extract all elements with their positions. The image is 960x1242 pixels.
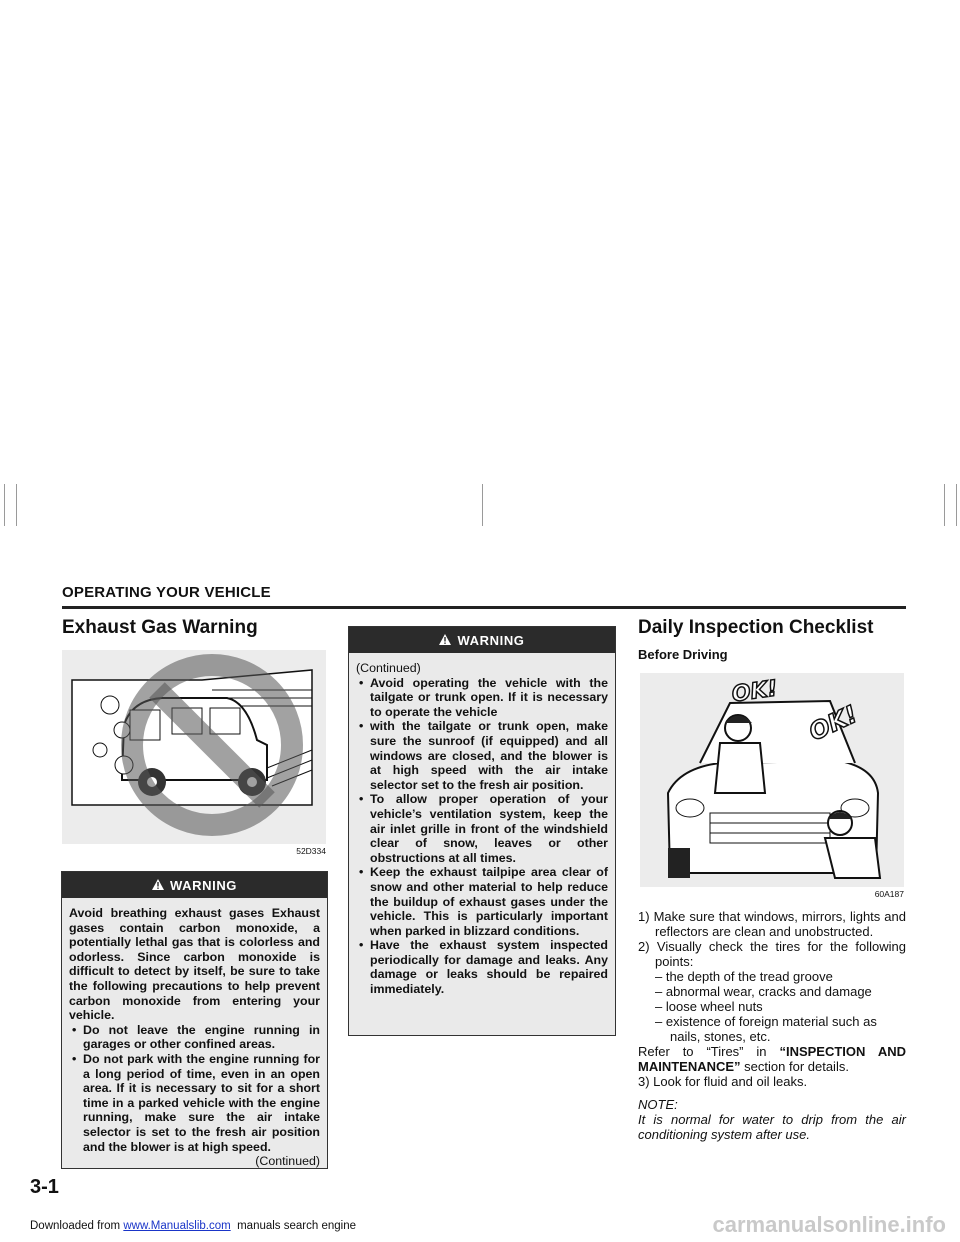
warning-bullet: • Keep the exhaust tailpipe area clear of snow and other material to help reduce the buildup of exhaust gases under the vehicle. This is particularly important when parked in blizzard conditions.	[356, 865, 608, 938]
inspection-list	[638, 909, 906, 1142]
daily-inspection-heading: Daily Inspection Checklist	[638, 617, 874, 638]
warning-triangle-icon	[152, 878, 164, 893]
warning-bullet: • Avoid operating the vehicle with the tailgate or trunk open. If it is necessary to operate the vehicle	[356, 676, 608, 720]
warning-header	[349, 627, 615, 653]
warning-intro: Avoid breathing exhaust gases Exhaust gases contain carbon monoxide, a potentially lethal gas that is colorless and odorless. Since carbon monoxide is difficult to detect by itself, be sure to take the following precautions to help prevent carbon monoxide from entering your vehicle.	[69, 906, 320, 1023]
warning-bullet: • Do not leave the engine running in garages or other confined areas.	[69, 1023, 320, 1052]
ok-text-2: OK!	[804, 699, 862, 747]
footer-prefix: Downloaded from	[30, 1220, 124, 1232]
continued-label: (Continued)	[356, 661, 421, 675]
watermark-text: carmanualsonline.info	[712, 1212, 946, 1237]
continued-label: (Continued)	[255, 1154, 320, 1169]
footer-suffix: manuals search engine	[230, 1220, 357, 1232]
crop-mark	[944, 484, 945, 526]
crop-mark	[16, 484, 17, 526]
tire-check-item: – the depth of the tread groove	[655, 969, 833, 984]
warning-bullet: • Have the exhaust system inspected periodically for damage and leaks. Any damage or leaks should be repaired immediately.	[356, 938, 608, 996]
checklist-item-1: 1) Make sure that windows, mirrors, lights and reflectors are clean and unobstructed.	[638, 909, 906, 939]
crop-mark	[956, 484, 957, 526]
warning-triangle-icon	[439, 633, 451, 648]
inspection-illustration	[640, 673, 904, 887]
warning-label: WARNING	[169, 877, 238, 893]
ok-text-1: OK!	[730, 676, 780, 708]
note-label: NOTE:	[638, 1097, 678, 1112]
warning-box-left	[61, 871, 328, 1169]
checklist-item-3: 3) Look for fluid and oil leaks.	[638, 1074, 808, 1089]
refer-post: section for details.	[740, 1059, 849, 1074]
before-driving-subheading: Before Driving	[638, 647, 728, 662]
exhaust-gas-heading: Exhaust Gas Warning	[62, 617, 258, 638]
tire-check-item: – existence of foreign material such as nails, stones, etc.	[655, 1014, 877, 1044]
image-caption: 52D334	[296, 846, 326, 856]
warning-box-middle	[348, 626, 616, 1036]
exhaust-illustration	[62, 650, 326, 844]
refer-section-name: “INSPECTION AND MAINTENANCE”	[638, 1044, 906, 1074]
tire-check-item: – loose wheel nuts	[655, 999, 763, 1014]
image-caption: 60A187	[874, 889, 904, 899]
section-divider	[62, 606, 906, 609]
manualslib-link[interactable]: www.Manualslib.com	[123, 1220, 231, 1232]
refer-pre: Refer to “Tires” in	[638, 1044, 780, 1059]
warning-bullet: • Do not park with the engine running for a long period of time, even in an open area. If it is necessary to sit for a short time in a parked vehicle with the engine running, make sure the air intake selector is set to the fresh air position and the blower is at high speed.	[69, 1052, 320, 1154]
tire-check-item: – abnormal wear, cracks and damage	[655, 984, 872, 999]
refer-text	[638, 1044, 906, 1074]
warning-bullet: • with the tailgate or trunk open, make sure the sunroof (if equipped) and all windows are closed, and the blower is at high speed with the air intake selector set to the fresh air position.	[356, 719, 608, 792]
warning-body	[349, 653, 615, 1003]
crop-mark	[482, 484, 483, 526]
warning-bullet: • To allow proper operation of your vehicle’s ventilation system, keep the air inlet grille in front of the windshield clear of snow, leaves or other obstructions at all times.	[356, 792, 608, 865]
note-text: It is normal for water to drip from the air conditioning system after use.	[638, 1112, 906, 1142]
download-footer	[30, 1220, 356, 1232]
page-number: 3-1	[30, 1176, 59, 1198]
warning-body	[62, 898, 327, 1175]
checklist-item-2: 2) Visually check the tires for the following points:	[638, 939, 906, 969]
warning-header	[62, 872, 327, 898]
section-title: OPERATING YOUR VEHICLE	[62, 584, 271, 601]
crop-mark	[4, 484, 5, 526]
no-car-in-garage-icon	[62, 650, 326, 844]
warning-label: WARNING	[457, 632, 525, 648]
